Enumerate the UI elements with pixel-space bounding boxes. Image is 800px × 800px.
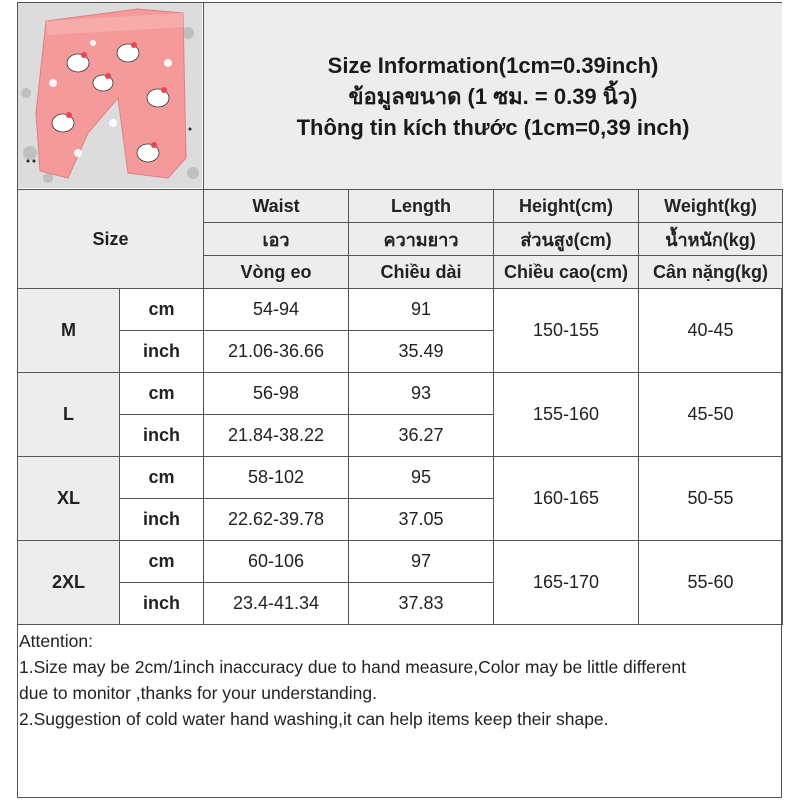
unit-label: inch xyxy=(120,415,204,457)
info-line-thai: ข้อมูลขนาด (1 ซม. = 0.39 นิ้ว) xyxy=(348,83,638,109)
unit-label: cm xyxy=(120,541,204,583)
length-inch-cell: 36.27 xyxy=(349,415,494,457)
weight-cell: 45-50 xyxy=(639,373,783,457)
col-height-en: Height(cm) xyxy=(494,190,639,223)
size-table xyxy=(17,189,783,625)
length-cm-cell: 91 xyxy=(349,289,494,331)
size-label: 2XL xyxy=(18,541,120,625)
col-length-en: Length xyxy=(349,190,494,223)
waist-inch-cell: 22.62-39.78 xyxy=(204,499,349,541)
note-line-1b: due to monitor ,thanks for your understanding. xyxy=(19,683,377,703)
length-cm-cell: 93 xyxy=(349,373,494,415)
waist-inch-cell: 21.06-36.66 xyxy=(204,331,349,373)
product-photo xyxy=(18,3,202,188)
waist-cm-cell: 58-102 xyxy=(204,457,349,499)
unit-label: cm xyxy=(120,457,204,499)
info-line-vietnamese: Thông tin kích thước (1cm=0,39 inch) xyxy=(296,114,690,140)
col-waist-en: Waist xyxy=(204,190,349,223)
col-weight-th: น้ำหนัก(kg) xyxy=(639,223,783,256)
unit-label: inch xyxy=(120,499,204,541)
length-inch-cell: 35.49 xyxy=(349,331,494,373)
col-weight-vi: Cân nặng(kg) xyxy=(639,256,783,289)
col-length-th: ความยาว xyxy=(349,223,494,256)
length-cm-cell: 95 xyxy=(349,457,494,499)
col-height-vi: Chiều cao(cm) xyxy=(494,256,639,289)
col-waist-vi: Vòng eo xyxy=(204,256,349,289)
length-cm-cell: 97 xyxy=(349,541,494,583)
unit-label: cm xyxy=(120,373,204,415)
note-line-2: 2.Suggestion of cold water hand washing,it can help items keep their shape. xyxy=(19,709,609,729)
header-row-english xyxy=(18,190,783,223)
waist-cm-cell: 56-98 xyxy=(204,373,349,415)
weight-cell: 40-45 xyxy=(639,289,783,373)
length-inch-cell: 37.83 xyxy=(349,583,494,625)
height-cell: 150-155 xyxy=(494,289,639,373)
waist-cm-cell: 54-94 xyxy=(204,289,349,331)
size-info-header xyxy=(203,3,782,189)
col-waist-th: เอว xyxy=(204,223,349,256)
unit-label: inch xyxy=(120,583,204,625)
unit-label: inch xyxy=(120,331,204,373)
table-row xyxy=(18,289,783,331)
waist-inch-cell: 21.84-38.22 xyxy=(204,415,349,457)
waist-inch-cell: 23.4-41.34 xyxy=(204,583,349,625)
table-row xyxy=(18,541,783,583)
info-line-english: Size Information(1cm=0.39inch) xyxy=(327,52,659,78)
col-length-vi: Chiều dài xyxy=(349,256,494,289)
height-cell: 165-170 xyxy=(494,541,639,625)
col-weight-en: Weight(kg) xyxy=(639,190,783,223)
size-label: M xyxy=(18,289,120,373)
height-cell: 155-160 xyxy=(494,373,639,457)
size-label: XL xyxy=(18,457,120,541)
size-column-title: Size xyxy=(18,190,204,289)
unit-label: cm xyxy=(120,289,204,331)
note-line-1a: 1.Size may be 2cm/1inch inaccuracy due to hand measure,Color may be little different xyxy=(19,657,686,677)
weight-cell: 50-55 xyxy=(639,457,783,541)
length-inch-cell: 37.05 xyxy=(349,499,494,541)
size-label: L xyxy=(18,373,120,457)
notes-heading: Attention: xyxy=(19,631,93,651)
waist-cm-cell: 60-106 xyxy=(204,541,349,583)
col-height-th: ส่วนสูง(cm) xyxy=(494,223,639,256)
pajama-pants-image xyxy=(18,3,202,188)
weight-cell: 55-60 xyxy=(639,541,783,625)
table-row xyxy=(18,457,783,499)
height-cell: 160-165 xyxy=(494,457,639,541)
table-row xyxy=(18,373,783,415)
attention-notes xyxy=(19,628,779,732)
